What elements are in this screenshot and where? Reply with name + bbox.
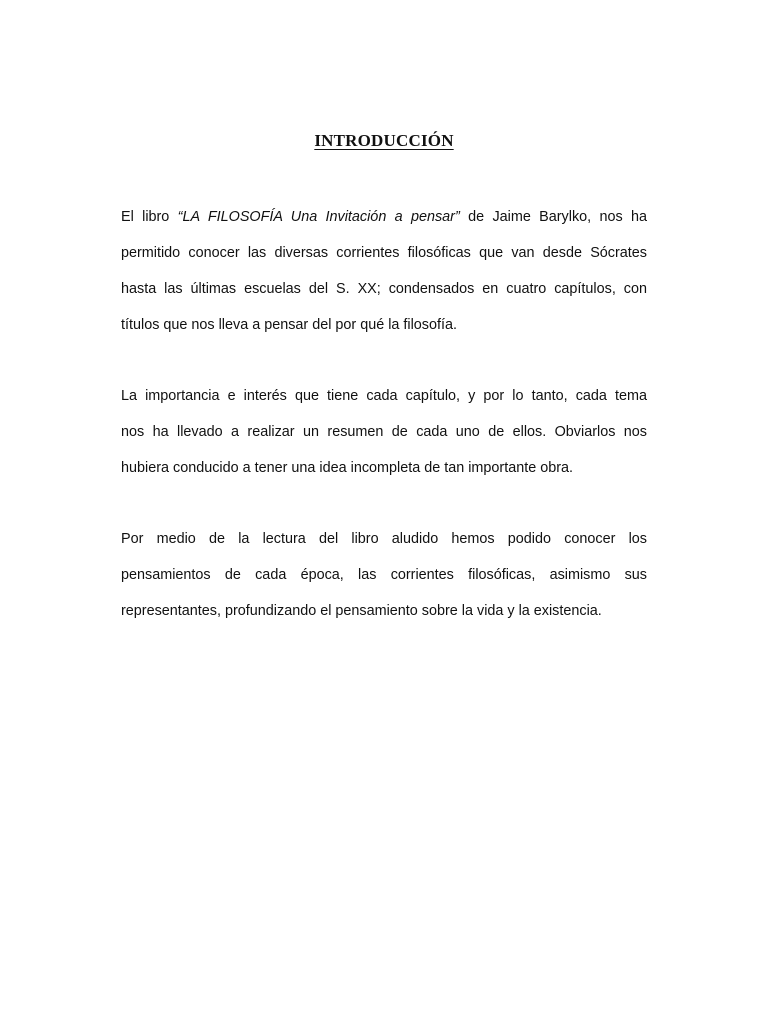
text-fragment: El libro	[121, 209, 178, 225]
book-title: “LA FILOSOFÍA Una Invitación a pensar”	[177, 209, 460, 225]
paragraph-line: La importancia e interés que tiene cada capítulo, y por lo tanto, cada tema	[121, 388, 647, 404]
paragraph-line: Por medio de la lectura del libro aludido hemos podido conocer los	[121, 531, 647, 547]
paragraph-line: representantes, profundizando el pensamiento sobre la vida y la existencia.	[121, 603, 602, 619]
page-title: INTRODUCCIÓN	[314, 131, 454, 150]
text-fragment: de Jaime Barylko, nos ha	[459, 209, 647, 225]
paragraph-line: títulos que nos lleva a pensar del por qué la filosofía.	[121, 317, 457, 333]
paragraph-line	[121, 199, 647, 235]
paragraph-2	[121, 378, 647, 486]
paragraph-line: pensamientos de cada época, las corrientes filosóficas, asimismo sus	[121, 567, 647, 583]
paragraph-line: permitido conocer las diversas corrientes filosóficas que van desde Sócrates	[121, 245, 647, 261]
paragraph-line: nos ha llevado a realizar un resumen de cada uno de ellos. Obviarlos nos	[121, 424, 647, 440]
paragraph-line: hasta las últimas escuelas del S. XX; condensados en cuatro capítulos, con	[121, 281, 647, 297]
paragraph-1	[121, 199, 647, 343]
paragraph-3	[121, 521, 647, 629]
paragraph-line: hubiera conducido a tener una idea incompleta de tan importante obra.	[121, 460, 574, 476]
